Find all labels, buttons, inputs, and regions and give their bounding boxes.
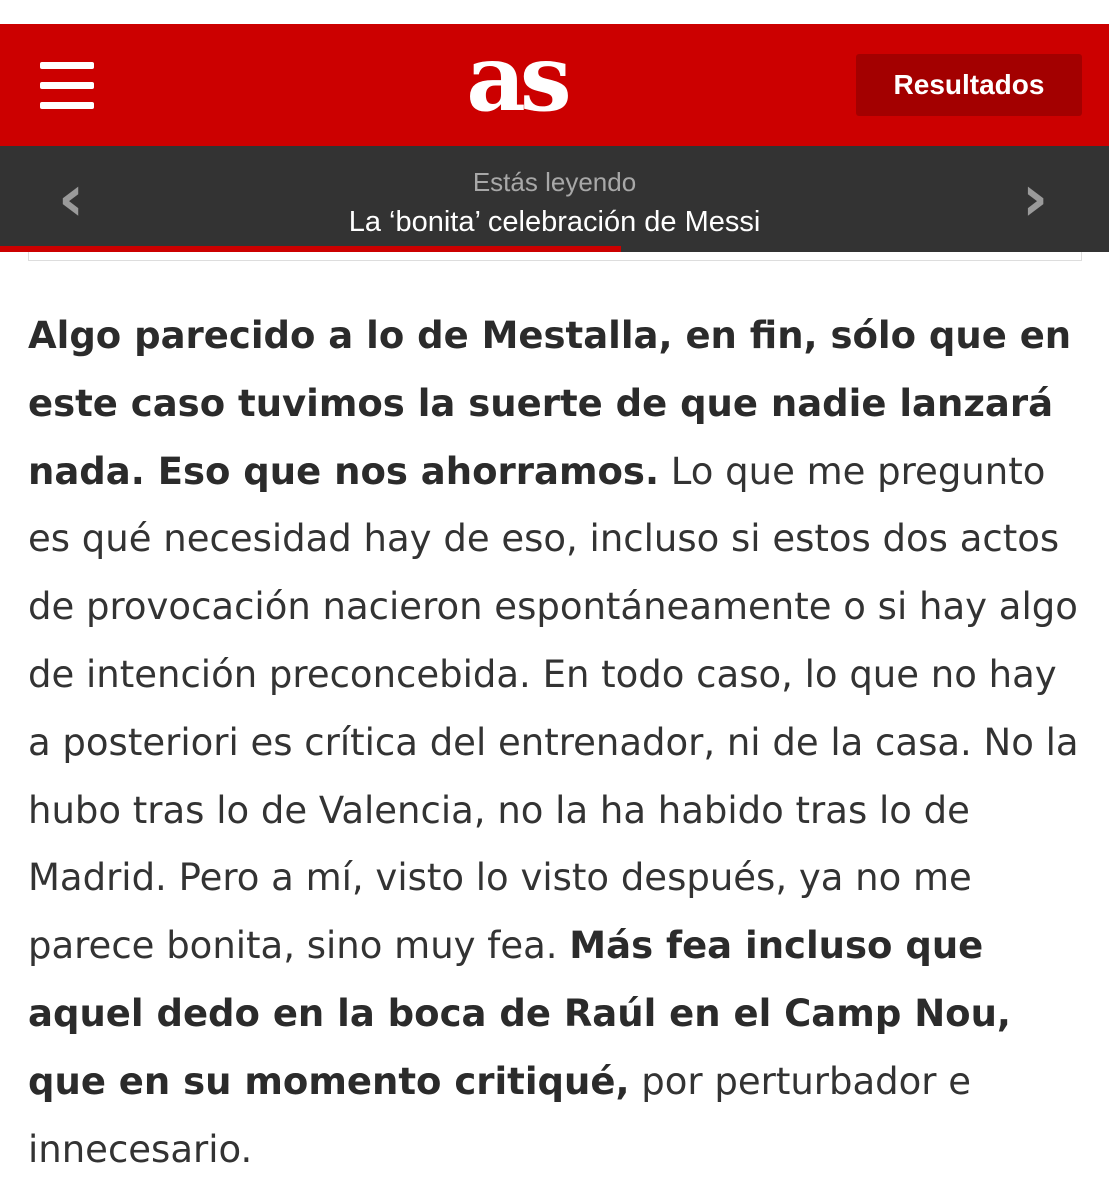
status-bar	[0, 0, 1109, 24]
content-frame	[28, 252, 1082, 261]
menu-line	[40, 82, 94, 89]
hamburger-menu-icon[interactable]	[40, 62, 94, 110]
article-bold-text: Algo parecido a lo de Mestalla, en fin, sólo que en este caso tuvimos la suerte de que nadie lanzará nada. Eso que nos ahorramos.	[28, 314, 1072, 493]
article-paragraph	[28, 302, 1088, 1183]
reading-label: Estás leyendo	[472, 167, 637, 197]
reading-title[interactable]: La ‘bonita’ celebración de Messi	[348, 206, 761, 238]
as-logo[interactable]: as	[466, 24, 566, 132]
chevron-left-icon[interactable]: ‹	[57, 162, 85, 236]
menu-line	[40, 102, 94, 109]
chevron-right-icon[interactable]: ›	[1021, 162, 1049, 236]
article-text: Lo que me pregunto es qué necesidad hay de eso, incluso si estos dos actos de provocación nacieron espontáneamente o si hay algo de intención preconcebida. En todo caso, lo que no hay a posteriori es crítica del entrenador, ni de la casa. No la hubo tras lo de Valencia, no la ha habido tras lo de Madrid. Pero a mí, visto lo visto después, ya no me parece bonita, sino muy fea.	[28, 449, 1079, 968]
menu-line	[40, 62, 94, 69]
site-header	[0, 24, 1109, 146]
reading-bar	[0, 146, 1109, 252]
article-bold-text: Más fea incluso que aquel dedo en la boca de Raúl en el Camp Nou, que en su momento critiqué,	[28, 924, 1011, 1103]
article-text: por perturbador e innecesario.	[28, 1059, 972, 1171]
results-button[interactable]: Resultados	[856, 54, 1082, 116]
